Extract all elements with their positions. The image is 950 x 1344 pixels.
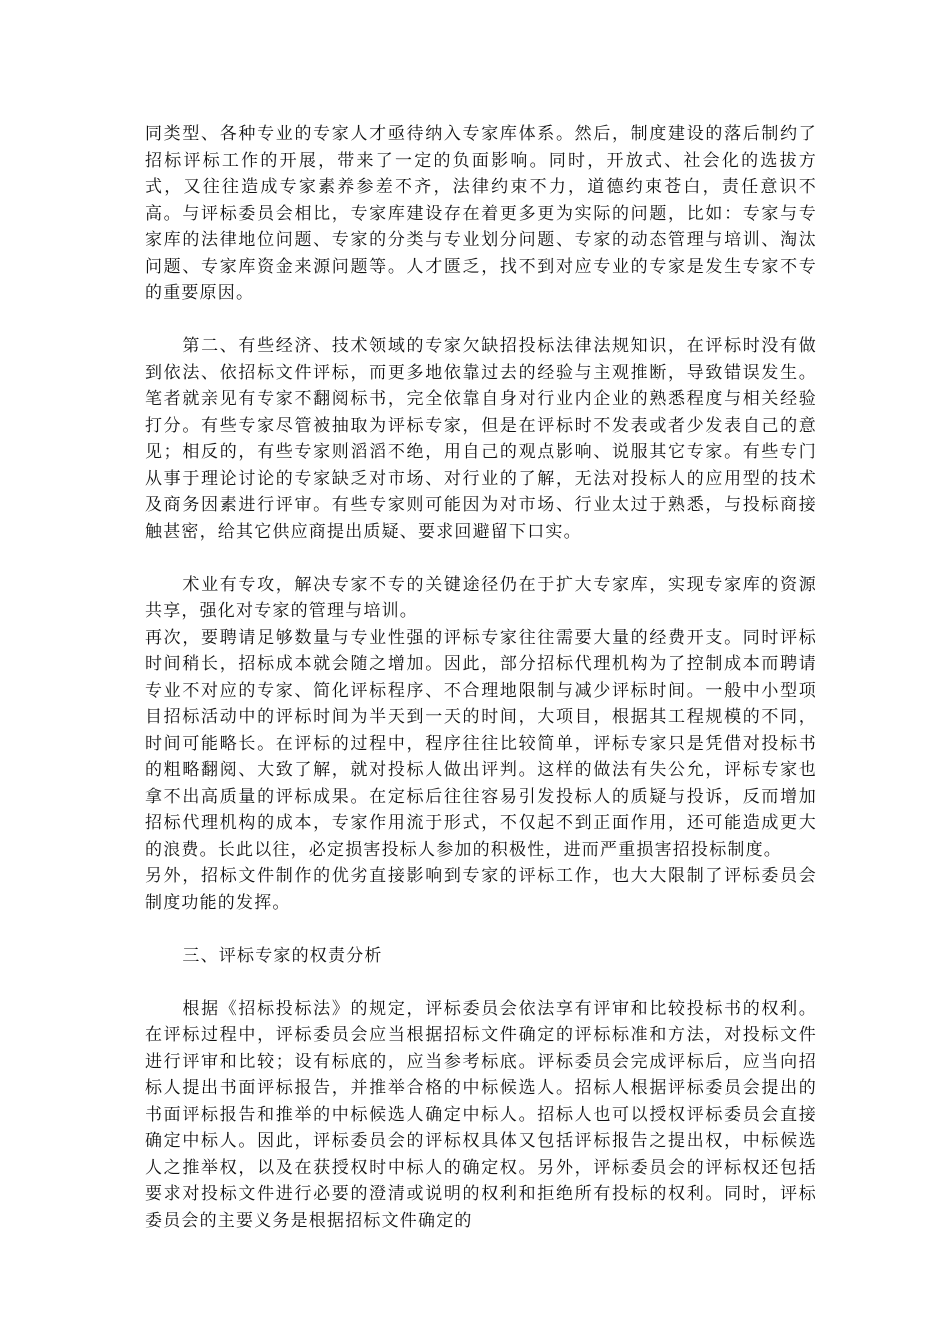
paragraph-second-reason: 第二、有些经济、技术领域的专家欠缺招投标法律法规知识，在评标时没有做到依法、依招标文件评标，而更多地依靠过去的经验与主观推断，导致错误发生。笔者就亲见有专家不翻阅标书，完全依靠自身对行业内企业的熟悉程度与相关经验打分。有些专家尽管被抽取为评标专家，但是在评标时不发表或者少发表自己的意见；相反的，有些专家则滔滔不绝，用自己的观点影响、说服其它专家。有些专门从事于理论讨论的专家缺乏对市场、对行业的了解，无法对投标人的应用型的技术及商务因素进行评审。有些专家则可能因为对市场、行业太过于熟悉，与投标商接触甚密，给其它供应商提出质疑、要求回避留下口实。	[145, 336, 817, 542]
section-heading-rights: 三、评标专家的权责分析	[182, 945, 383, 966]
document-page	[145, 121, 817, 1234]
paragraph-rights: 根据《招标投标法》的规定，评标委员会依法享有评审和比较投标书的权利。在评标过程中，评标委员会应当根据招标文件确定的评标标准和方法，对投标文件进行评审和比较；设有标底的，应当参考标底。评标委员会完成评标后，应当向招标人提出书面评标报告，并推举合格的中标候选人。招标人根据评标委员会提出的书面评标报告和推举的中标候选人确定中标人。招标人也可以授权评标委员会直接确定中标人。因此，评标委员会的评标权具体又包括评标报告之提出权，中标候选人之推举权，以及在获授权时中标人的确定权。另外，评标委员会的评标权还包括要求对投标文件进行必要的澄清或说明的权利和拒绝所有投标的权利。同时，评标委员会的主要义务是根据招标文件确定的	[145, 998, 817, 1231]
paragraph-expert-pool: 同类型、各种专业的专家人才亟待纳入专家库体系。然后，制度建设的落后制约了招标评标工作的开展，带来了一定的负面影响。同时，开放式、社会化的选拔方式，又往往造成专家素养参差不齐，法律约束不力，道德约束苍白，责任意识不高。与评标委员会相比，专家库建设存在着更多更为实际的问题，比如：专家与专家库的法律地位问题、专家的分类与专业划分问题、专家的动态管理与培训、淘汰问题、专家库资金来源问题等。人才匮乏，找不到对应专业的专家是发生专家不专的重要原因。	[145, 124, 817, 303]
paragraph-solution: 术业有专攻，解决专家不专的关键途径仍在于扩大专家库，实现专家库的资源共享，强化对专家的管理与培训。	[145, 574, 817, 621]
paragraph-tender-docs: 另外，招标文件制作的优劣直接影响到专家的评标工作，也大大限制了评标委员会制度功能的发挥。	[145, 866, 817, 913]
paragraph-cost: 再次，要聘请足够数量与专业性强的评标专家往往需要大量的经费开支。同时评标时间稍长，招标成本就会随之增加。因此，部分招标代理机构为了控制成本而聘请专业不对应的专家、简化评标程序、不合理地限制与减少评标时间。一般中小型项目招标活动中的评标时间为半天到一天的时间，大项目，根据其工程规模的不同，时间可能略长。在评标的过程中，程序往往比较简单，评标专家只是凭借对投标书的粗略翻阅、大致了解，就对投标人做出评判。这样的做法有失公允，评标专家也拿不出高质量的评标成果。在定标后往往容易引发投标人的质疑与投诉，反而增加招标代理机构的成本，专家作用流于形式，不仅起不到正面作用，还可能造成更大的浪费。长此以往，必定损害投标人参加的积极性，进而严重损害招投标制度。	[145, 627, 817, 860]
